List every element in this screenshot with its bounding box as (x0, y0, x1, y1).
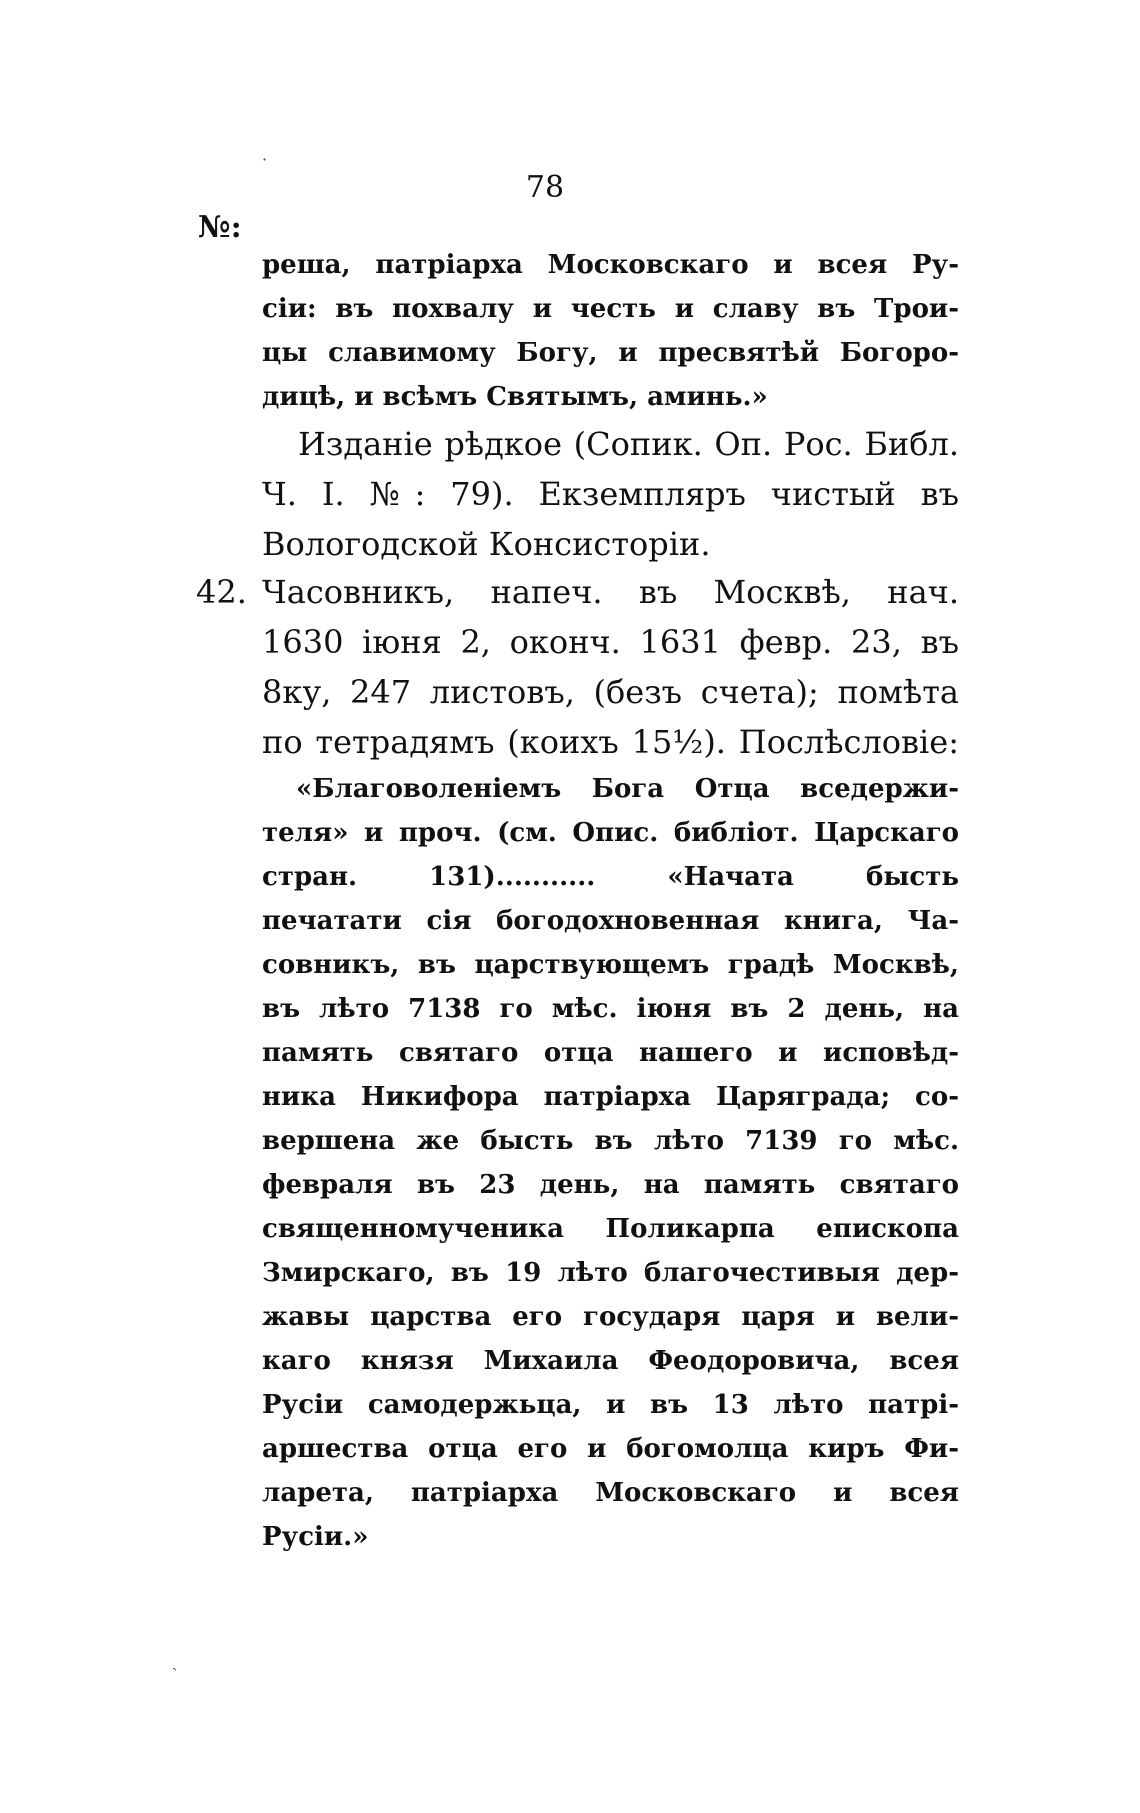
side-mark: №: (198, 210, 242, 245)
text-line: печатати сія богодохновенная книга, Ча- (262, 906, 959, 936)
text-line: 1630 іюня 2, оконч. 1631 февр. 23, въ (262, 623, 959, 661)
text-line: аршества отца его и богомолца киръ Фи- (262, 1434, 959, 1464)
text-line: въ лѣто 7138 го мѣс. іюня въ 2 день, на (262, 994, 959, 1024)
entry-number: 42. (196, 573, 247, 611)
text-line: «Благоволеніемъ Бога Отца вседержи- (296, 774, 959, 804)
text-line: память святаго отца нашего и исповѣд- (262, 1038, 959, 1068)
entry-title-line: Часовникъ, напеч. въ Москвѣ, нач. (262, 573, 959, 611)
text-line: вершена же бысть въ лѣто 7139 го мѣс. (262, 1126, 959, 1156)
stray-dot: · (262, 150, 268, 169)
text-line: цы славимому Богу, и пресвятѣй Богоро- (262, 338, 959, 368)
text-line: Змирскаго, въ 19 лѣто благочестивыя дер- (262, 1258, 959, 1288)
text-line: совникъ, въ царствующемъ градѣ Москвѣ, (262, 950, 959, 980)
page-number: 78 (525, 170, 565, 205)
text-line: священномученика Поликарпа епископа (262, 1214, 959, 1244)
text-line: теля» и проч. (см. Опис. библіот. Царскаго (262, 818, 959, 848)
text-line: ника Никифора патріарха Царяграда; со- (262, 1082, 959, 1112)
stray-mark: ˏ (172, 1652, 178, 1671)
text-line: Вологодской Консисторіи. (262, 525, 711, 563)
text-line: Русіи самодержьца, и въ 13 лѣто патрі- (262, 1390, 959, 1420)
text-line: каго князя Михаила Феодоровича, всея (262, 1346, 959, 1376)
text-line: 8ку, 247 листовъ, (безъ счета); помѣта (262, 673, 959, 711)
text-line: сіи: въ похвалу и честь и славу въ Трои- (262, 294, 959, 324)
text-line: Русіи.» (262, 1522, 369, 1552)
text-line: жавы царства его государя царя и вели- (262, 1302, 959, 1332)
text-line: реша, патріарха Московскаго и всея Ру- (262, 250, 959, 280)
text-line: февраля въ 23 день, на память святаго (262, 1170, 959, 1200)
text-line: ларета, патріарха Московскаго и всея (262, 1478, 959, 1508)
text-line: стран. 131)........... «Начата бысть (262, 862, 959, 892)
text-line: Ч. I. №: 79). Екземпляръ чистый въ (262, 475, 959, 513)
text-line: Изданіе рѣдкое (Сопик. Оп. Рос. Библ. (298, 425, 959, 463)
text-line: дицѣ, и всѣмъ Святымъ, аминь.» (262, 382, 768, 412)
text-line: по тетрадямъ (коихъ 15½). Послѣсловіе: (262, 723, 959, 761)
